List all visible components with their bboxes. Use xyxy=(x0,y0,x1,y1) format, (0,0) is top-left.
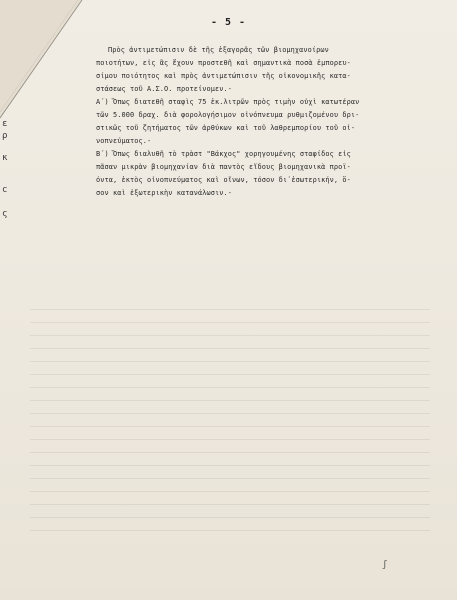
margin-mark: ρ xyxy=(2,131,8,141)
margin-mark: κ xyxy=(2,153,8,163)
paragraph-a xyxy=(96,96,446,148)
text-line: νοπνεύματος.- xyxy=(96,137,152,145)
text-line: όντα, ἐκτὸς οἰνοπνεύματος καὶ οἴνων, τόσον δι᾽ἐσωτερικήν, ὅ- xyxy=(96,176,351,184)
margin-mark: ε xyxy=(2,119,8,129)
text-line: στάσεως τοῦ Α.Σ.Ο. προτείνομεν.- xyxy=(96,85,232,93)
margin-mark: c xyxy=(2,185,8,195)
text-line: πᾶσαν μικρὰν βιομηχανίαν διὰ παντὸς εἴδους βιομηχανικὰ προϊ- xyxy=(96,163,351,171)
text-line: τῶν 5.000 δραχ. διὰ φορολογήσιμον οἰνόπνευμα ρυθμιζομένου δρι- xyxy=(96,111,360,119)
body-text xyxy=(96,44,446,200)
text-line: σίμου ποιότητος καὶ πρὸς ἀντιμετώπισιν τῆς οἰκονομικῆς κατα- xyxy=(96,72,351,80)
text-line: σον καὶ ἐξωτερικὴν κατανάλωσιν.- xyxy=(96,189,232,197)
text-line: στικῶς τοῦ ζητήματος τῶν ἀρθύκων καὶ τοῦ λαθρεμπορίου τοῦ οἰ- xyxy=(96,124,356,132)
page-number: - 5 - xyxy=(210,17,247,28)
paragraph-intro xyxy=(96,44,446,96)
text-line: Πρὸς ἀντιμετώπισιν δὲ τῆς ἐξαγορᾶς τῶν βιομηχανοίρων xyxy=(108,46,329,54)
margin-mark: ς xyxy=(2,209,8,219)
text-line: Β΄) Ὅπως διαλυθῆ τὸ τρὰστ "Βάκχος" χορηγουμένης σταφίδος εἰς xyxy=(96,150,351,158)
left-margin-marks xyxy=(0,118,12,238)
text-line: Α΄) Ὅπως διατεθῆ σταφὶς 75 ἑκ.λιτρῶν πρὸς τιμὴν οὐχὶ κατωτέραν xyxy=(96,98,360,106)
text-line: ποιοτήτων, εἰς ἃς ἔχουν προστεθῆ καὶ σημαντικὰ ποσὰ ἐμπορευ- xyxy=(96,59,351,67)
show-through-texture xyxy=(30,300,430,540)
paragraph-b xyxy=(96,148,446,200)
pencil-mark-icon: ʃ xyxy=(382,560,388,570)
